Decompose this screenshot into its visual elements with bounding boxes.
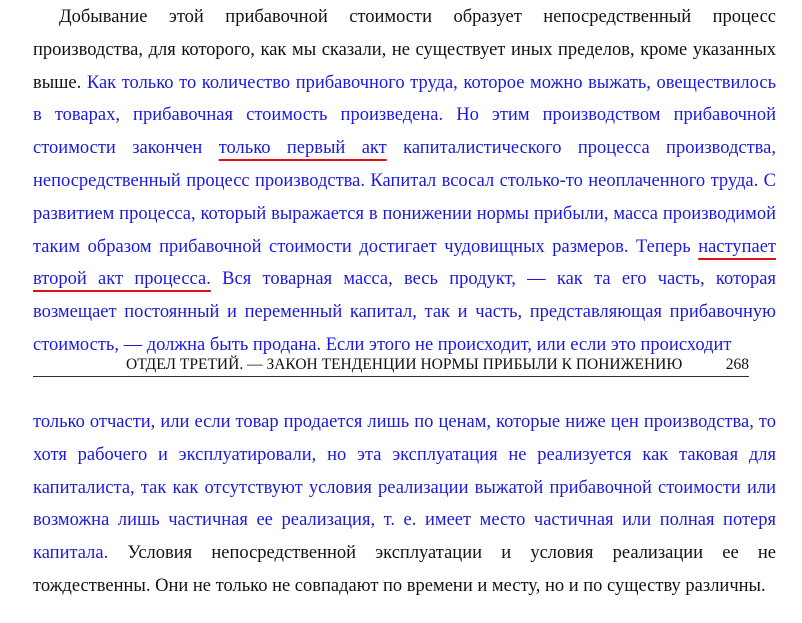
paragraph-1-intro: Добывание этой прибавочной стоимости образует непосредственный процесс производства, для которого, как мы сказали, не существует иных пределов, кроме указанных выше. [33, 7, 776, 93]
paragraph-1-emphasis-b: капиталистического процесса производства, непосредственный процесс производства. Капитал всосал столько-то неоплаченного труда. С развитием процесса, который выражается в понижении нормы прибыли, масса производимой таким образом прибавочной стоимости достигает чудовищных размеров. Теперь [33, 138, 777, 257]
paragraph-2 [33, 406, 776, 603]
paragraph-2-body: Условия непосредственной эксплуатации и условия реализации ее не тождественны. Они не только не совпадают по времени и месту, но и по существу различны. [33, 543, 777, 596]
paragraph-1 [33, 1, 776, 362]
underlined-phrase-first-act: только первый акт [218, 138, 387, 159]
paragraph-1-emphasis-a: Как только то количество прибавочного труда, которое можно выжать, овеществилось в товарах, прибавочная стоимость произведена. Но этим производством прибавочной стоимости закончен [33, 72, 777, 159]
running-header [33, 356, 749, 377]
running-header-title: ОТДЕЛ ТРЕТИЙ. — ЗАКОН ТЕНДЕНЦИИ НОРМЫ ПРИБЫЛИ К ПОНИЖЕНИЮ [126, 356, 683, 373]
underlined-phrase-second-act: наступает второй акт процесса. [33, 236, 777, 290]
page-number: 268 [725, 356, 749, 373]
paragraph-2-emphasis: только отчасти, или если товар продается лишь по ценам, которые ниже цен производства, то хотя рабочего и эксплуатировали, но эта эксплуатация не реализуется как таковая для капиталиста, так как отсутствуют условия реализации выжатой прибавочной стоимости или возможна лишь частичная ее реализация, т. е. имеет место частичная или полная потеря капитала. [33, 412, 776, 564]
paragraph-1-emphasis-c: Вся товарная масса, весь продукт, — как та его часть, которая возмещает постоянный и переменный капитал, так и часть, представляющая прибавочную стоимость, — должна быть продана. Если этого не происходит, или если это происходит [33, 269, 777, 355]
